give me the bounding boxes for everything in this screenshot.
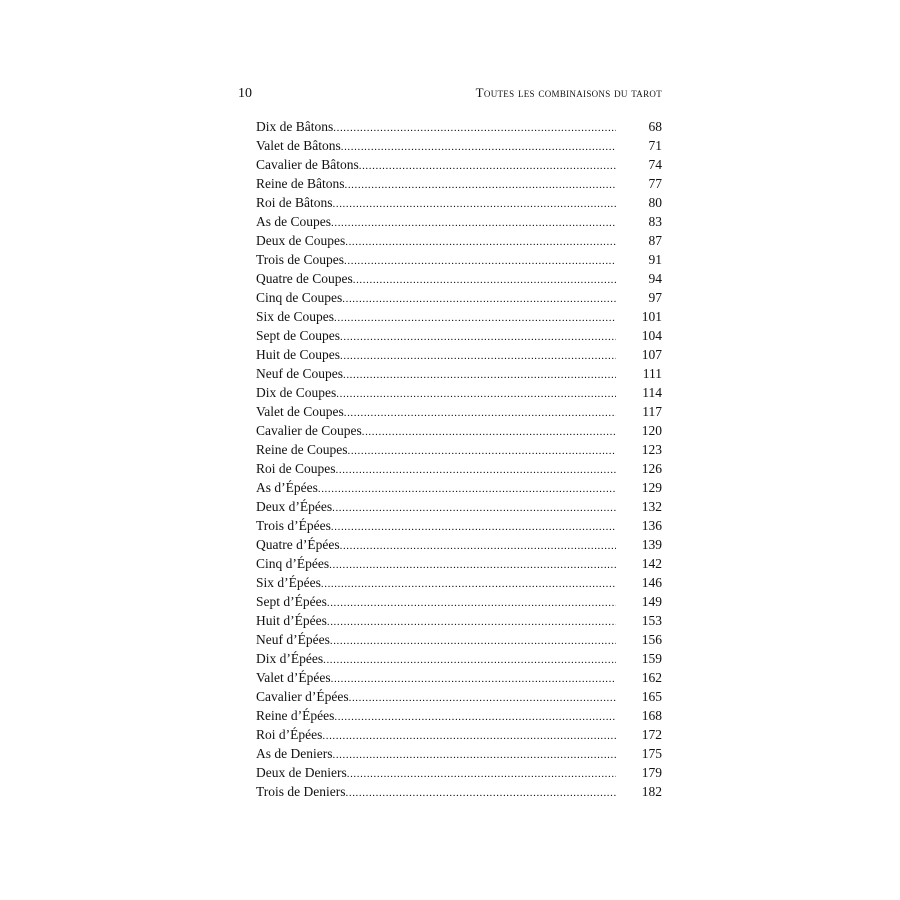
toc-entry	[256, 402, 662, 421]
dot-leader	[332, 499, 616, 518]
dot-leader	[347, 442, 616, 461]
toc-entry-page: 83	[648, 214, 662, 229]
toc-entry-page: 129	[641, 480, 662, 495]
toc-entry-label: Roi de Coupes	[256, 461, 336, 476]
dot-leader	[344, 252, 616, 271]
dot-leader	[347, 765, 616, 784]
toc-entry	[256, 307, 662, 326]
toc-entry-label: As de Deniers	[256, 746, 333, 761]
toc-entry	[256, 250, 662, 269]
toc-entry-label: Cavalier de Bâtons	[256, 157, 359, 172]
toc-entry-label: Valet de Coupes	[256, 404, 344, 419]
toc-entry-label: Dix d’Épées	[256, 651, 324, 666]
toc-entry-label: Dix de Coupes	[256, 385, 337, 400]
toc-entry	[256, 725, 662, 744]
toc-entry-page: 120	[641, 423, 662, 438]
dot-leader	[340, 537, 616, 556]
toc-entry-label: Cavalier d’Épées	[256, 689, 349, 704]
toc-entry	[256, 554, 662, 573]
toc-entry-label: Neuf d’Épées	[256, 632, 330, 647]
toc-entry-label: Deux d’Épées	[256, 499, 333, 514]
toc-entry	[256, 592, 662, 611]
toc-entry	[256, 630, 662, 649]
dot-leader	[342, 290, 616, 309]
dot-leader	[318, 480, 616, 499]
toc-entry-label: Cinq de Coupes	[256, 290, 343, 305]
toc-entry-page: 126	[641, 461, 662, 476]
toc-entry-page: 168	[641, 708, 662, 723]
toc-entry-label: Deux de Deniers	[256, 765, 347, 780]
dot-leader	[321, 575, 616, 594]
toc-entry-page: 172	[641, 727, 662, 742]
toc-entry-page: 77	[648, 176, 662, 191]
toc-entry	[256, 706, 662, 725]
toc-entry	[256, 193, 662, 212]
toc-entry	[256, 326, 662, 345]
dot-leader	[327, 613, 616, 632]
toc-entry-label: Quatre d’Épées	[256, 537, 340, 552]
toc-entry	[256, 288, 662, 307]
toc-entry-label: Valet d’Épées	[256, 670, 331, 685]
toc-entry-page: 101	[641, 309, 662, 324]
toc-entry	[256, 345, 662, 364]
toc-entry-page: 111	[642, 366, 662, 381]
toc-entry	[256, 497, 662, 516]
dot-leader	[344, 176, 616, 195]
toc-entry-label: Reine de Bâtons	[256, 176, 345, 191]
dot-leader	[327, 594, 616, 613]
toc-entry-page: 179	[641, 765, 662, 780]
toc-entry	[256, 117, 662, 136]
toc-entry-label: Valet de Bâtons	[256, 138, 341, 153]
dot-leader	[341, 138, 616, 157]
toc-entry-page: 94	[648, 271, 662, 286]
toc-entry	[256, 364, 662, 383]
toc-entry-page: 159	[641, 651, 662, 666]
dot-leader	[359, 157, 616, 176]
toc-entry-label: Huit de Coupes	[256, 347, 340, 362]
toc-entry-page: 107	[641, 347, 662, 362]
dot-leader	[323, 651, 616, 670]
toc-entry-page: 97	[648, 290, 662, 305]
toc-entry-page: 165	[641, 689, 662, 704]
toc-entry-page: 153	[641, 613, 662, 628]
dot-leader	[345, 233, 616, 252]
dot-leader	[340, 347, 616, 366]
dot-leader	[334, 309, 616, 328]
toc-entry-page: 175	[641, 746, 662, 761]
toc-entry-page: 139	[641, 537, 662, 552]
toc-entry-label: Dix de Bâtons	[256, 119, 334, 134]
dot-leader	[322, 727, 616, 746]
toc-entry	[256, 687, 662, 706]
toc-entry-page: 142	[641, 556, 662, 571]
toc-entry	[256, 459, 662, 478]
toc-entry-label: Neuf de Coupes	[256, 366, 343, 381]
dot-leader	[332, 746, 616, 765]
dot-leader	[344, 404, 616, 423]
toc-entry	[256, 212, 662, 231]
toc-entry	[256, 231, 662, 250]
toc-entry-page: 104	[641, 328, 662, 343]
dot-leader	[362, 423, 616, 442]
toc-entry-page: 117	[642, 404, 662, 419]
toc-entry-label: Huit d’Épées	[256, 613, 327, 628]
table-of-contents	[256, 117, 662, 801]
toc-entry-label: Cavalier de Coupes	[256, 423, 362, 438]
toc-entry	[256, 611, 662, 630]
toc-entry-page: 132	[641, 499, 662, 514]
toc-entry-label: Six d’Épées	[256, 575, 321, 590]
toc-entry-page: 156	[641, 632, 662, 647]
dot-leader	[343, 366, 616, 385]
toc-entry-page: 162	[641, 670, 662, 685]
running-header	[238, 85, 662, 105]
toc-entry	[256, 782, 662, 801]
toc-entry-label: Six de Coupes	[256, 309, 335, 324]
toc-entry	[256, 573, 662, 592]
toc-entry	[256, 516, 662, 535]
toc-entry-page: 74	[648, 157, 662, 172]
toc-entry-page: 123	[641, 442, 662, 457]
toc-entry	[256, 155, 662, 174]
toc-entry-label: Cinq d’Épées	[256, 556, 330, 571]
dot-leader	[334, 708, 616, 727]
toc-entry	[256, 744, 662, 763]
toc-entry-label: Sept d’Épées	[256, 594, 327, 609]
dot-leader	[329, 556, 616, 575]
toc-entry-label: As d’Épées	[256, 480, 318, 495]
toc-entry	[256, 440, 662, 459]
dot-leader	[330, 632, 616, 651]
toc-entry	[256, 136, 662, 155]
toc-entry-label: Reine d’Épées	[256, 708, 335, 723]
toc-entry-label: Roi de Bâtons	[256, 195, 333, 210]
toc-entry-label: Reine de Coupes	[256, 442, 348, 457]
dot-leader	[353, 271, 616, 290]
dot-leader	[336, 461, 617, 480]
toc-entry	[256, 269, 662, 288]
toc-entry-page: 68	[648, 119, 662, 134]
toc-entry-page: 91	[648, 252, 662, 267]
dot-leader	[349, 689, 616, 708]
toc-entry-label: Quatre de Coupes	[256, 271, 353, 286]
toc-entry	[256, 174, 662, 193]
dot-leader	[331, 518, 616, 537]
toc-entry-page: 71	[648, 138, 662, 153]
toc-entry-label: Sept de Coupes	[256, 328, 340, 343]
toc-entry	[256, 383, 662, 402]
toc-entry	[256, 763, 662, 782]
toc-entry	[256, 478, 662, 497]
page-number: 10	[238, 86, 252, 101]
toc-entry-label: Deux de Coupes	[256, 233, 346, 248]
toc-entry-label: Trois de Coupes	[256, 252, 345, 267]
toc-entry-label: Trois d’Épées	[256, 518, 331, 533]
toc-entry-label: Roi d’Épées	[256, 727, 323, 742]
toc-entry-page: 149	[641, 594, 662, 609]
toc-entry-page: 146	[641, 575, 662, 590]
dot-leader	[346, 784, 617, 803]
toc-entry	[256, 668, 662, 687]
toc-entry-label: As de Coupes	[256, 214, 331, 229]
toc-entry-page: 87	[648, 233, 662, 248]
running-title: Toutes les combinaisons du tarot	[475, 85, 662, 100]
dot-leader	[331, 670, 616, 689]
toc-entry	[256, 649, 662, 668]
toc-entry-page: 80	[648, 195, 662, 210]
dot-leader	[331, 214, 616, 233]
toc-entry-label: Trois de Deniers	[256, 784, 346, 799]
dot-leader	[333, 195, 617, 214]
toc-entry-page: 114	[642, 385, 662, 400]
toc-entry-page: 182	[641, 784, 662, 799]
toc-entry	[256, 535, 662, 554]
dot-leader	[333, 119, 616, 138]
dot-leader	[340, 328, 616, 347]
dot-leader	[336, 385, 616, 404]
toc-entry	[256, 421, 662, 440]
toc-entry-page: 136	[641, 518, 662, 533]
